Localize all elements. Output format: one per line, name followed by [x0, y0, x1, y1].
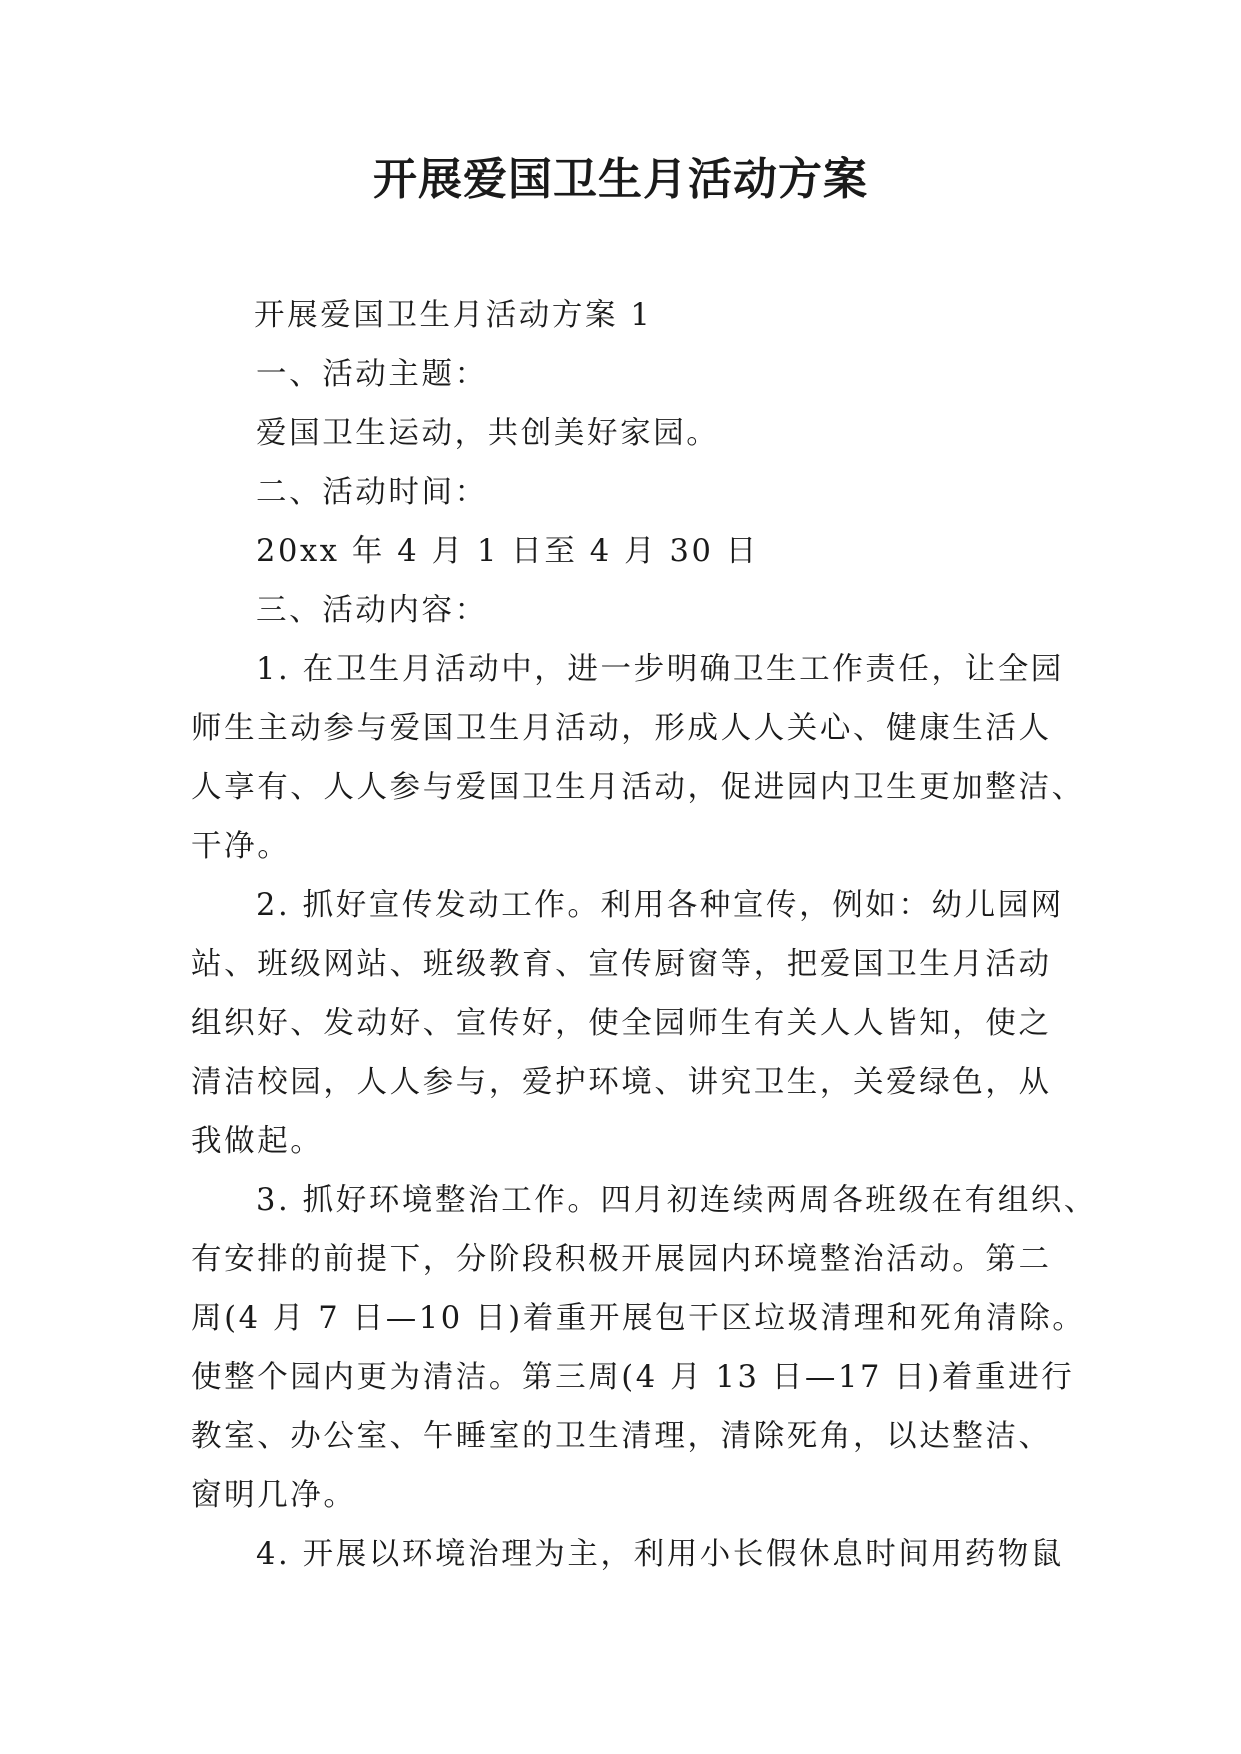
- paragraph-line: 站、班级网站、班级教育、宣传厨窗等，把爱国卫生月活动: [191, 947, 1052, 982]
- paragraph-line: 2. 抓好宣传发动工作。利用各种宣传，例如：幼儿园网: [256, 888, 1064, 923]
- section-heading-time: 二、活动时间：: [256, 475, 488, 510]
- content-paragraph-3: [191, 1171, 1097, 1525]
- content-paragraph-4: [191, 1525, 1071, 1584]
- paragraph-line: 我做起。: [191, 1124, 324, 1159]
- paragraph-line: 周(4 月 7 日—10 日)着重开展包干区垃圾清理和死角清除。: [191, 1301, 1086, 1336]
- plan-subtitle: 开展爱国卫生月活动方案 1: [254, 298, 653, 333]
- paragraph-line: 教室、办公室、午睡室的卫生清理，清除死角，以达整洁、: [191, 1419, 1052, 1454]
- paragraph-line: 窗明几净。: [191, 1478, 357, 1513]
- time-text: 20xx 年 4 月 1 日至 4 月 30 日: [256, 534, 759, 569]
- paragraph-line: 使整个园内更为清洁。第三周(4 月 13 日—17 日)着重进行: [191, 1360, 1075, 1395]
- paragraph-line: 3. 抓好环境整治工作。四月初连续两周各班级在有组织、: [256, 1183, 1097, 1218]
- paragraph-line: 4. 开展以环境治理为主，利用小长假休息时间用药物鼠: [256, 1537, 1064, 1572]
- section-heading-content: 三、活动内容：: [256, 593, 488, 628]
- paragraph-line: 人享有、人人参与爱国卫生月活动，促进园内卫生更加整洁、: [191, 770, 1085, 805]
- section-heading-theme: 一、活动主题：: [256, 357, 488, 392]
- paragraph-line: 组织好、发动好、宣传好，使全园师生有关人人皆知，使之: [191, 1006, 1052, 1041]
- paragraph-line: 1. 在卫生月活动中，进一步明确卫生工作责任，让全园: [256, 652, 1064, 687]
- paragraph-line: 清洁校园，人人参与，爱护环境、讲究卫生，关爱绿色，从: [191, 1065, 1052, 1100]
- document-body: [191, 286, 1097, 1584]
- content-paragraph-1: [191, 640, 1085, 876]
- content-paragraph-2: [191, 876, 1071, 1171]
- document-title: 开展爱国卫生月活动方案: [373, 154, 868, 205]
- theme-text: 爱国卫生运动，共创美好家园。: [256, 416, 720, 451]
- paragraph-line: 有安排的前提下，分阶段积极开展园内环境整治活动。第二: [191, 1242, 1052, 1277]
- paragraph-line: 干净。: [191, 829, 291, 864]
- paragraph-line: 师生主动参与爱国卫生月活动，形成人人关心、健康生活人: [191, 711, 1052, 746]
